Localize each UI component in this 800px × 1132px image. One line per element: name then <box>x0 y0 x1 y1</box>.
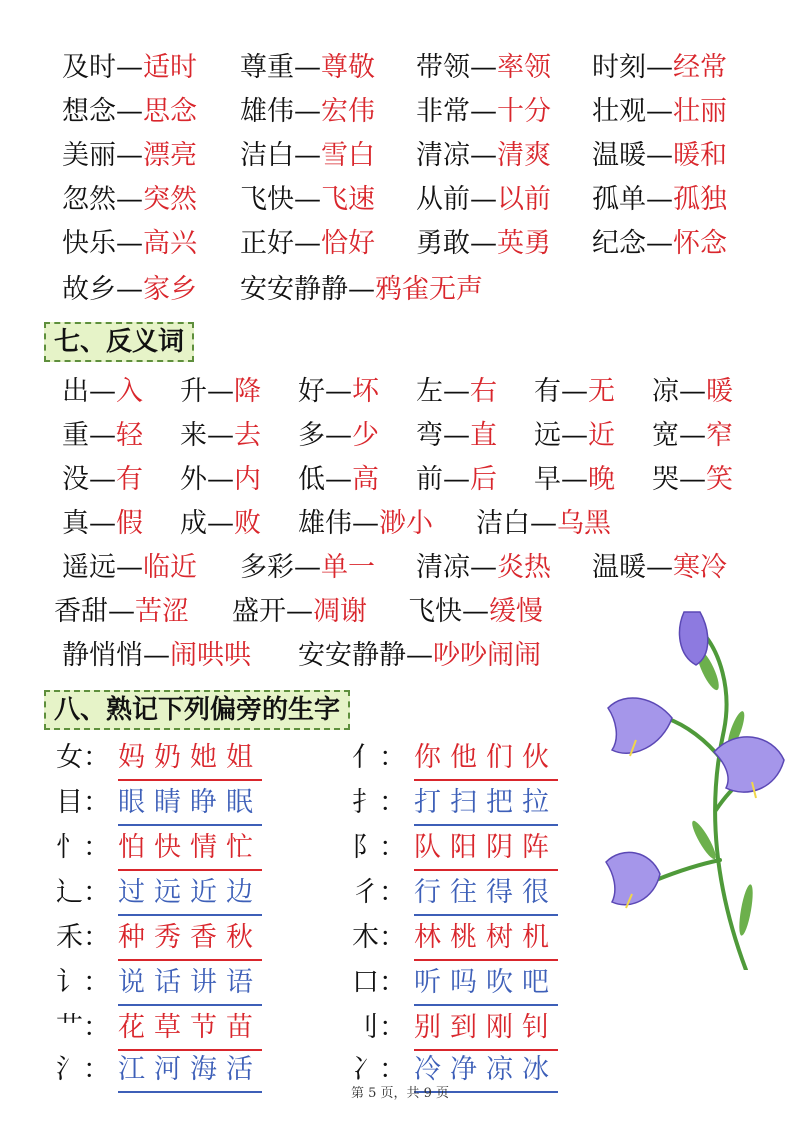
word-pair: 哭—笑 <box>652 464 733 495</box>
word-pair: 飞快—飞速 <box>240 184 375 215</box>
word-pair: 忽然—突然 <box>62 184 197 215</box>
word-pair: 静悄悄—闹哄哄 <box>62 640 251 671</box>
word-pair: 尊重—尊敬 <box>240 52 375 83</box>
word-pair: 左—右 <box>416 376 497 407</box>
word-pair: 故乡—家乡 <box>62 274 197 305</box>
radical-label: 氵： <box>56 1054 110 1085</box>
word-pair: 升—降 <box>180 376 261 407</box>
word-pair: 勇敢—英勇 <box>416 228 551 259</box>
word-pair: 安安静静—吵吵闹闹 <box>298 640 541 671</box>
radical-label: 禾： <box>56 922 110 953</box>
word-pair: 及时—适时 <box>62 52 197 83</box>
radical-label: 刂： <box>352 1012 406 1043</box>
radical-label: 阝： <box>352 832 406 863</box>
word-pair: 温暖—暖和 <box>592 140 727 171</box>
word-pair: 弯—直 <box>416 420 497 451</box>
radical-label: 忄： <box>56 832 110 863</box>
word-pair: 没—有 <box>62 464 143 495</box>
word-pair: 纪念—怀念 <box>592 228 727 259</box>
radical-label: 讠： <box>56 967 110 998</box>
section-title-antonyms: 七、反义词 <box>44 322 194 362</box>
word-pair: 洁白—雪白 <box>240 140 375 171</box>
word-pair: 雄伟—渺小 <box>298 508 433 539</box>
radical-label: 彳： <box>352 877 406 908</box>
radical-characters: 别到刚钊 <box>414 1008 558 1051</box>
word-pair: 盛开—凋谢 <box>232 596 367 627</box>
word-pair: 真—假 <box>62 508 143 539</box>
word-pair: 安安静静—鸦雀无声 <box>240 274 483 305</box>
word-pair: 雄伟—宏伟 <box>240 96 375 127</box>
word-pair: 飞快—缓慢 <box>408 596 543 627</box>
word-pair: 低—高 <box>298 464 379 495</box>
word-pair: 壮观—壮丽 <box>592 96 727 127</box>
word-pair: 前—后 <box>416 464 497 495</box>
radical-characters: 江河海活 <box>118 1050 262 1093</box>
radical-label: 扌： <box>352 787 406 818</box>
word-pair: 时刻—经常 <box>592 52 727 83</box>
radical-label: 艹： <box>56 1012 110 1043</box>
radical-characters: 队阳阴阵 <box>414 828 558 871</box>
word-pair: 有—无 <box>534 376 615 407</box>
radical-characters: 行往得很 <box>414 873 558 916</box>
word-pair: 想念—思念 <box>62 96 197 127</box>
word-pair: 遥远—临近 <box>62 552 197 583</box>
radical-label: 冫： <box>352 1054 406 1085</box>
radical-label: 目： <box>56 787 110 818</box>
word-pair: 温暖—寒冷 <box>592 552 727 583</box>
radical-characters: 妈奶她姐 <box>118 738 262 781</box>
word-pair: 成—败 <box>180 508 261 539</box>
word-pair: 来—去 <box>180 420 261 451</box>
radical-characters: 冷净凉冰 <box>414 1050 558 1093</box>
radical-characters: 怕快情忙 <box>118 828 262 871</box>
word-pair: 出—入 <box>62 376 143 407</box>
word-pair: 重—轻 <box>62 420 143 451</box>
section-title-radicals: 八、熟记下列偏旁的生字 <box>44 690 350 730</box>
radical-characters: 林桃树机 <box>414 918 558 961</box>
word-pair: 带领—率领 <box>416 52 551 83</box>
word-pair: 孤单—孤独 <box>592 184 727 215</box>
word-pair: 美丽—漂亮 <box>62 140 197 171</box>
word-pair: 早—晚 <box>534 464 615 495</box>
radical-label: 辶： <box>56 877 110 908</box>
radical-characters: 眼睛睁眠 <box>118 783 262 826</box>
radical-characters: 种秀香秋 <box>118 918 262 961</box>
radical-label: 木： <box>352 922 406 953</box>
word-pair: 从前—以前 <box>416 184 551 215</box>
word-pair: 多彩—单一 <box>240 552 375 583</box>
word-pair: 非常—十分 <box>416 96 551 127</box>
radical-characters: 听吗吹吧 <box>414 963 558 1006</box>
word-pair: 快乐—高兴 <box>62 228 197 259</box>
word-pair: 香甜—苦涩 <box>54 596 189 627</box>
radical-characters: 过远近边 <box>118 873 262 916</box>
radical-characters: 说话讲语 <box>118 963 262 1006</box>
word-pair: 洁白—乌黑 <box>476 508 611 539</box>
word-pair: 好—坏 <box>298 376 379 407</box>
radical-characters: 你他们伙 <box>414 738 558 781</box>
word-pair: 远—近 <box>534 420 615 451</box>
word-pair: 清凉—炎热 <box>416 552 551 583</box>
word-pair: 正好—恰好 <box>240 228 375 259</box>
word-pair: 多—少 <box>298 420 379 451</box>
radical-label: 口： <box>352 967 406 998</box>
radical-label: 女： <box>56 742 110 773</box>
radical-characters: 花草节苗 <box>118 1008 262 1051</box>
word-pair: 宽—窄 <box>652 420 733 451</box>
word-pair: 外—内 <box>180 464 261 495</box>
radical-label: 亻： <box>352 742 406 773</box>
radical-characters: 打扫把拉 <box>414 783 558 826</box>
page-footer: 第 5 页，共 9 页 <box>350 1086 450 1101</box>
bellflower-illustration <box>596 610 786 970</box>
word-pair: 凉—暖 <box>652 376 733 407</box>
word-pair: 清凉—清爽 <box>416 140 551 171</box>
